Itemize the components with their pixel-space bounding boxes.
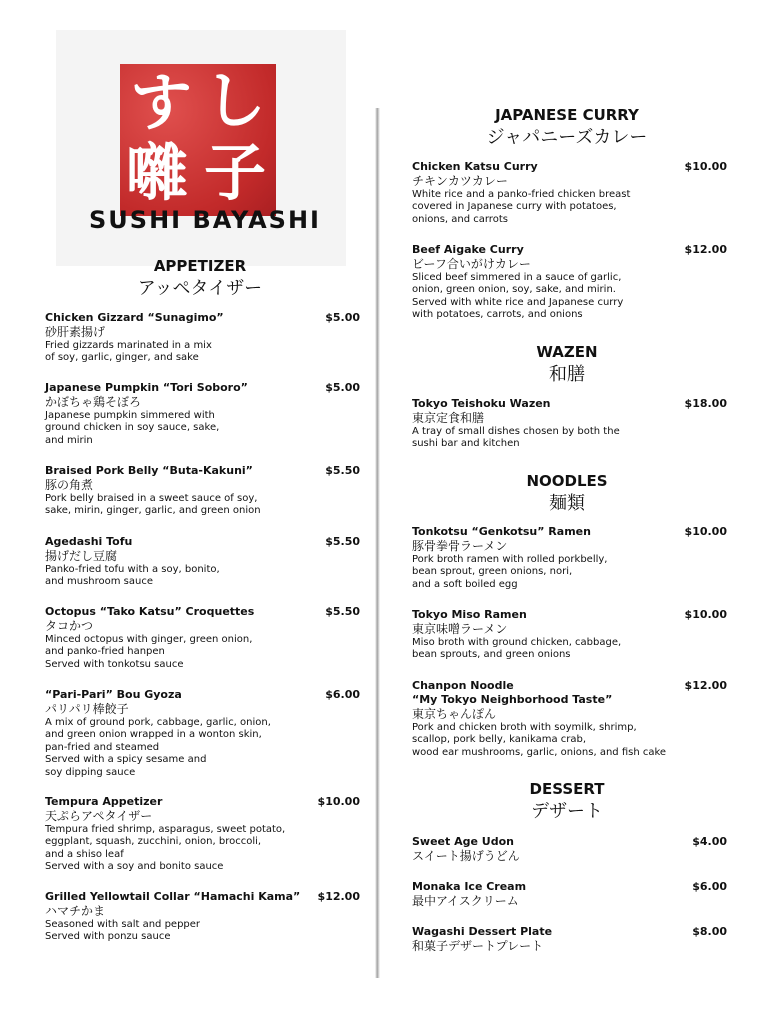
seal-char-3: 囃 [126, 136, 189, 209]
item-price: $5.50 [325, 464, 360, 477]
item-description: A tray of small dishes chosen by both the sushi bar and kitchen [412, 426, 620, 450]
wazen-heading [417, 343, 717, 387]
section-title-jp: デザート [531, 801, 603, 822]
item-price: $18.00 [684, 397, 727, 410]
item-description: A mix of ground pork, cabbage, garlic, onion, and green onion wrapped in a wonton skin, pan-fried and steamed Served with a spicy sesame and soy dipping sauce [45, 717, 271, 778]
seal-char-1: す [130, 66, 193, 139]
item-description: Sliced beef simmered in a sauce of garlic, onion, green onion, soy, sake, and mirin. Served with white rice and Japanese curry with potatoes, carrots, and onions [412, 272, 624, 321]
item-name: Tempura Appetizer [45, 795, 163, 808]
item-name-jp: タコかつ [45, 619, 94, 633]
item-description: Japanese pumpkin simmered with ground chicken in soy sauce, sake, and mirin [45, 410, 220, 446]
item-price: $5.50 [325, 605, 360, 618]
item-name: Grilled Yellowtail Collar “Hamachi Kama” [45, 890, 301, 903]
item-name-jp: 東京味噌ラーメン [412, 622, 508, 636]
noodles-heading [417, 472, 717, 516]
logo-seal [120, 64, 276, 216]
item-name: Chicken Katsu Curry [412, 160, 538, 173]
section-title: JAPANESE CURRY [495, 106, 639, 124]
item-name-jp: ビーフ合いがけカレー [412, 257, 531, 271]
item-name: Wagashi Dessert Plate [412, 925, 553, 938]
item-name-jp: 揚げだし豆腐 [45, 549, 118, 563]
item-price: $8.00 [692, 925, 727, 938]
section-title-jp: ジャパニーズカレー [486, 127, 648, 148]
item-name: “Pari-Pari” Bou Gyoza [45, 688, 182, 701]
menu-item [412, 608, 727, 662]
item-price: $4.00 [692, 835, 727, 848]
item-name-jp: パリパリ棒餃子 [45, 702, 129, 716]
dessert-heading [417, 780, 717, 824]
restaurant-logo [56, 30, 346, 266]
item-name: Japanese Pumpkin “Tori Soboro” [45, 381, 248, 394]
item-name-jp: 豚骨拳骨ラーメン [412, 539, 508, 553]
menu-item [412, 679, 727, 759]
item-price: $12.00 [684, 679, 727, 692]
menu-item [45, 381, 360, 447]
item-name-jp: チキンカツカレー [412, 174, 508, 188]
item-subtitle: “My Tokyo Neighborhood Taste” [412, 693, 613, 706]
menu-item [45, 795, 360, 874]
item-name-jp: ハマチかま [45, 904, 106, 918]
seal-char-4: 子 [204, 136, 267, 209]
item-price: $10.00 [684, 160, 727, 173]
section-title: NOODLES [526, 472, 608, 490]
menu-item [45, 890, 360, 944]
section-title-jp: アッペタイザー [137, 278, 263, 299]
item-price: $5.00 [325, 311, 360, 324]
restaurant-name: SUSHI BAYASHI [89, 206, 321, 234]
column-divider [375, 108, 380, 978]
item-price: $10.00 [317, 795, 360, 808]
item-description: Panko-fried tofu with a soy, bonito, and mushroom sauce [45, 564, 220, 588]
menu-item [412, 397, 727, 451]
item-price: $12.00 [684, 243, 727, 256]
item-name-jp: かぼちゃ鶏そぼろ [45, 395, 142, 409]
menu-item [412, 525, 727, 591]
item-description: Fried gizzards marinated in a mix of soy, garlic, ginger, and sake [45, 340, 212, 364]
menu-item [412, 835, 727, 864]
section-title-jp: 麺類 [549, 493, 585, 514]
section-title: APPETIZER [153, 257, 247, 275]
menu-item [45, 535, 360, 589]
menu-item [412, 160, 727, 226]
item-description: Minced octopus with ginger, green onion, and panko-fried hanpen Served with tonkotsu sauce [45, 634, 253, 670]
item-name: Sweet Age Udon [412, 835, 514, 848]
item-name-jp: 砂肝素揚げ [45, 325, 106, 339]
item-name-jp: 天ぷらアペタイザー [45, 809, 153, 823]
item-description: Pork broth ramen with rolled porkbelly, bean sprout, green onions, nori, and a soft boiled egg [412, 554, 608, 590]
item-name: Octopus “Tako Katsu” Croquettes [45, 605, 255, 618]
item-description: Pork belly braised in a sweet sauce of soy, sake, mirin, ginger, garlic, and green onion [45, 493, 261, 517]
item-name-jp: スイート揚げうどん [412, 849, 520, 863]
section-title: WAZEN [536, 343, 598, 361]
item-description: White rice and a panko-fried chicken breast covered in Japanese curry with potatoes, onions, and carrots [412, 189, 631, 225]
item-description: Pork and chicken broth with soymilk, shrimp, scallop, pork belly, kanikama crab, wood ear mushrooms, garlic, onions, and fish cake [412, 722, 667, 758]
item-name: Tokyo Teishoku Wazen [412, 397, 551, 410]
curry-heading [417, 106, 717, 150]
appetizer-heading [50, 257, 350, 301]
item-name-jp: 豚の角煮 [45, 478, 94, 492]
item-price: $5.50 [325, 535, 360, 548]
item-name: Braised Pork Belly “Buta-Kakuni” [45, 464, 253, 477]
menu-item [45, 688, 360, 779]
item-name-jp: 和菓子デザートプレート [412, 939, 544, 953]
item-price: $10.00 [684, 608, 727, 621]
item-name: Agedashi Tofu [45, 535, 133, 548]
item-description: Miso broth with ground chicken, cabbage, bean sprouts, and green onions [412, 637, 622, 661]
menu-item [412, 243, 727, 322]
menu-item [412, 925, 727, 954]
item-description: Seasoned with salt and pepper Served with ponzu sauce [45, 919, 201, 943]
section-title: DESSERT [529, 780, 605, 798]
menu-item [412, 880, 727, 909]
item-price: $12.00 [317, 890, 360, 903]
item-name: Tonkotsu “Genkotsu” Ramen [412, 525, 591, 538]
item-name-jp: 東京ちゃんぽん [412, 707, 497, 721]
seal-char-2: し [204, 64, 267, 137]
item-name-jp: 最中アイスクリーム [412, 894, 519, 908]
item-name: Monaka Ice Cream [412, 880, 527, 893]
item-price: $6.00 [325, 688, 360, 701]
item-name: Beef Aigake Curry [412, 243, 524, 256]
menu-item [45, 605, 360, 671]
menu-item [45, 464, 360, 518]
item-price: $10.00 [684, 525, 727, 538]
section-title-jp: 和膳 [549, 364, 585, 385]
item-name-jp: 東京定食和膳 [412, 411, 485, 425]
item-price: $5.00 [325, 381, 360, 394]
item-name: Chanpon Noodle [412, 679, 514, 692]
item-name: Chicken Gizzard “Sunagimo” [45, 311, 224, 324]
item-name: Tokyo Miso Ramen [412, 608, 527, 621]
item-price: $6.00 [692, 880, 727, 893]
item-description: Tempura fried shrimp, asparagus, sweet potato, eggplant, squash, zucchini, onion, broccoli, and a shiso leaf Served with a soy and bonito sauce [45, 824, 286, 873]
menu-item [45, 311, 360, 365]
